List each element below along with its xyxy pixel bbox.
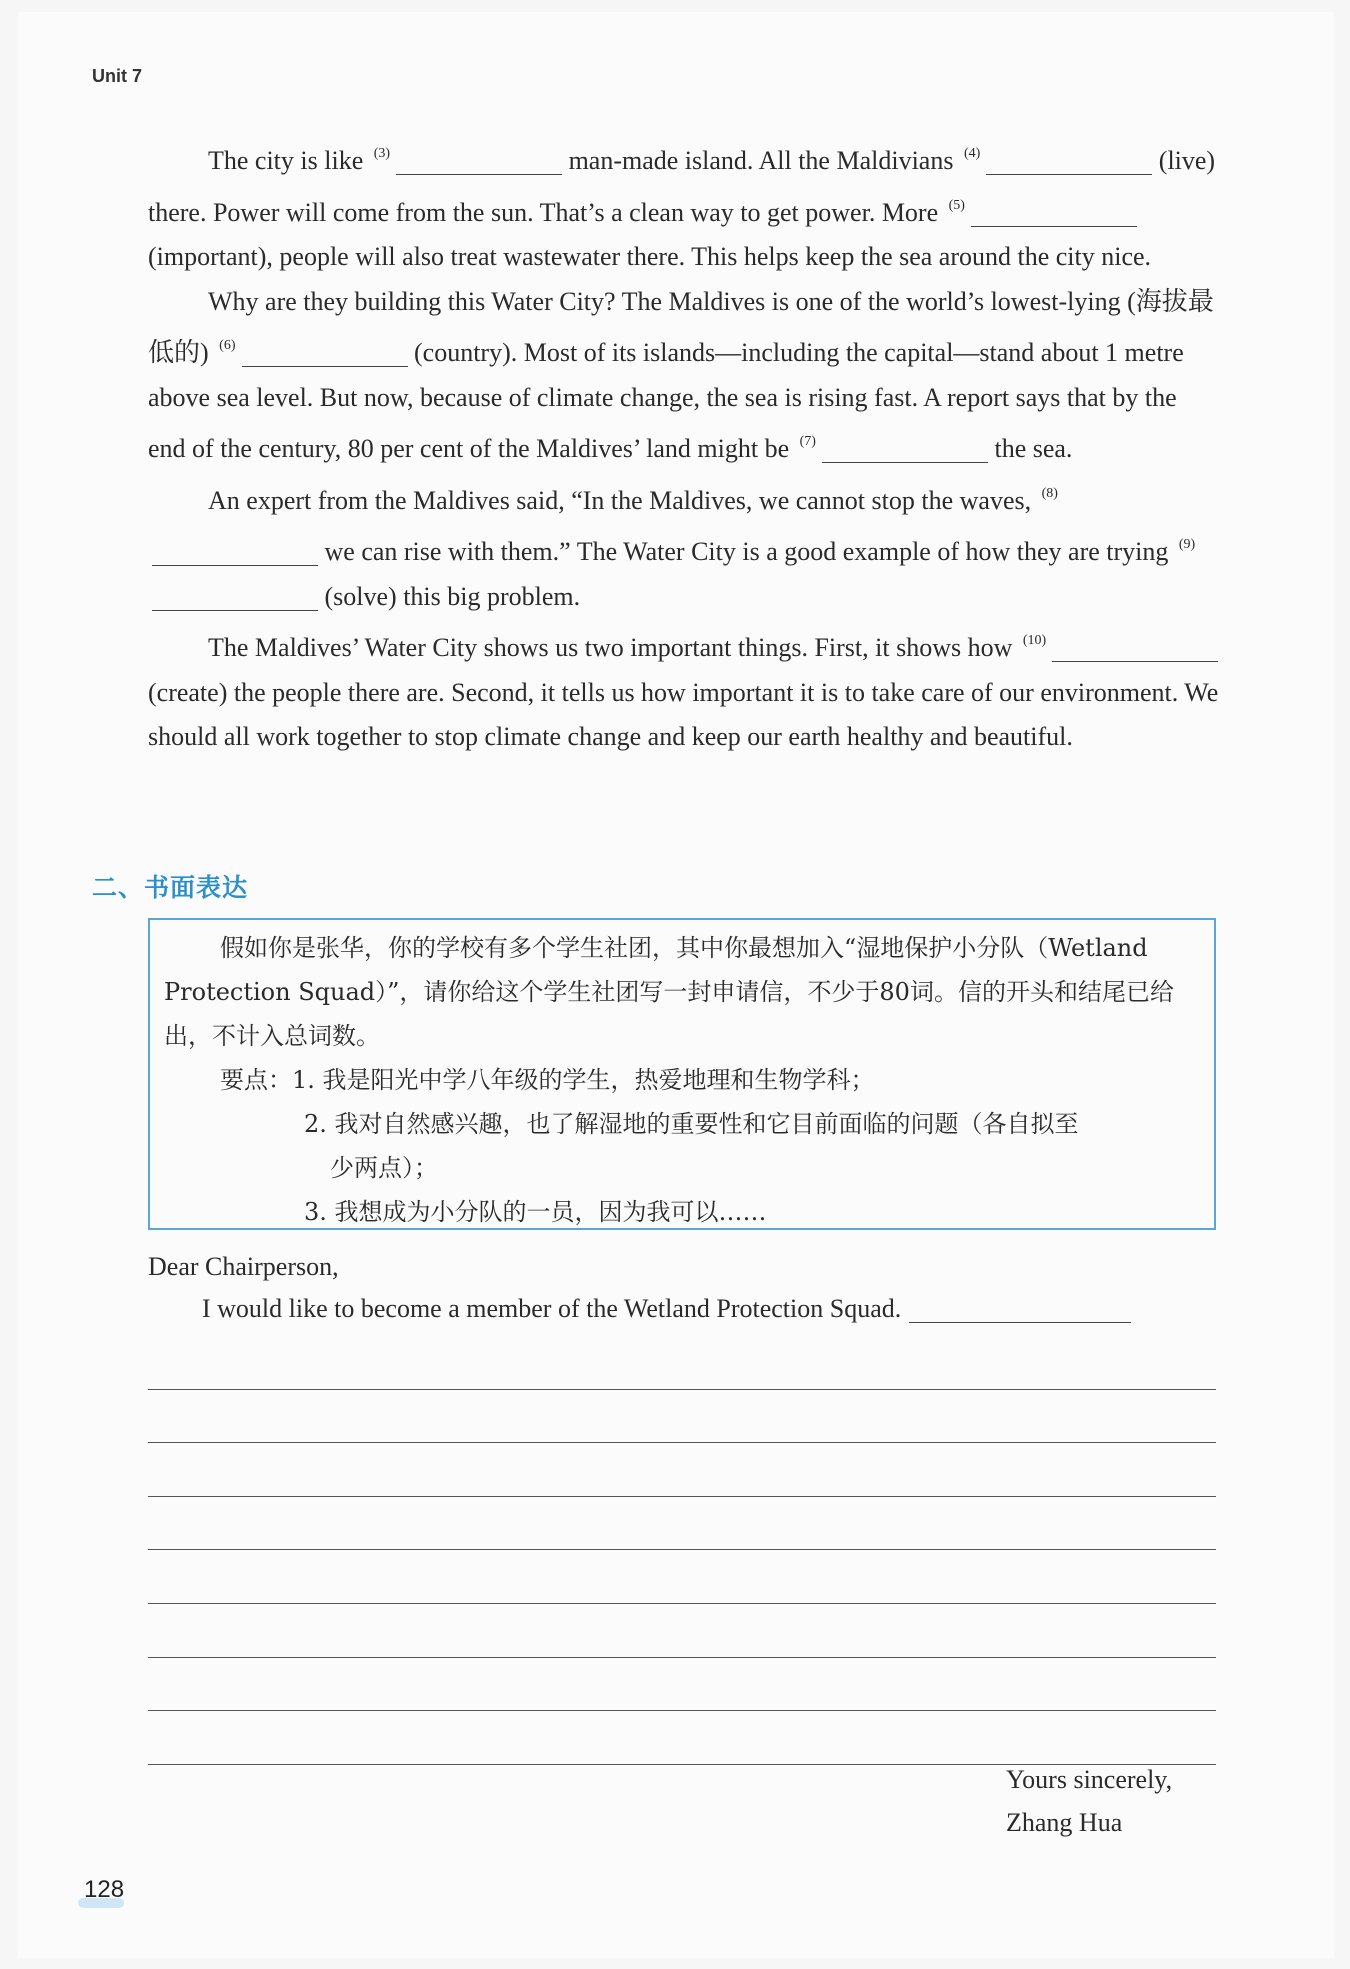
- writing-line-start[interactable]: [909, 1296, 1131, 1323]
- prompt-requirement-3: 3. 我想成为小分队的一员，因为我可以……: [304, 1198, 767, 1226]
- writing-prompt-box: [148, 918, 1216, 1230]
- passage-paragraph-4: [148, 619, 1220, 760]
- section-title: 二、书面表达: [92, 873, 249, 902]
- closing-phrase: Yours sincerely,: [1006, 1765, 1173, 1794]
- blank-10[interactable]: [1052, 635, 1218, 662]
- blank-7[interactable]: [822, 436, 988, 463]
- passage-text: (solve) this big problem.: [324, 581, 581, 611]
- blank-number-9: (9): [1178, 537, 1196, 552]
- blank-4[interactable]: [986, 148, 1152, 175]
- blank-3[interactable]: [396, 148, 562, 175]
- blank-9[interactable]: [152, 584, 318, 611]
- passage-paragraph-2: [148, 280, 1220, 472]
- letter-salutation: Dear Chairperson,: [148, 1252, 339, 1281]
- letter: [148, 1246, 1218, 1330]
- blank-number-8: (8): [1041, 485, 1058, 501]
- writing-line[interactable]: [148, 1443, 1216, 1497]
- letter-first-line: [148, 1288, 1218, 1330]
- writing-line[interactable]: [148, 1658, 1216, 1712]
- passage-text: The Maldives’ Water City shows us two important things. First, it shows how: [208, 633, 1013, 662]
- writing-line[interactable]: [148, 1711, 1216, 1765]
- prompt-intro: 假如你是张华，你的学校有多个学生社团，其中你最想加入“湿地保护小分队（Wetland Protection Squad）”，请你给这个学生社团写一封申请信，不少于80词。信的开头和结尾已给出，不计入总词数。: [164, 934, 1174, 1050]
- writing-line[interactable]: [148, 1550, 1216, 1604]
- passage-text: The city is like: [208, 146, 364, 175]
- passage-text: (live) there. Power will come from the sun. That’s a clean way to get power. More: [148, 146, 1216, 227]
- passage-text: (important), people will also treat wastewater there. This helps keep the sea around the city nice.: [148, 242, 1152, 271]
- passage-text: the sea.: [994, 434, 1073, 463]
- blank-number-5: (5): [948, 197, 965, 213]
- page-number: 128: [84, 1876, 125, 1903]
- signature: Zhang Hua: [1006, 1808, 1123, 1837]
- blank-5[interactable]: [971, 200, 1137, 227]
- passage-paragraph-1: [148, 132, 1220, 280]
- prompt-requirement-1: [164, 1058, 1200, 1102]
- letter-closing: [1006, 1758, 1172, 1844]
- writing-line[interactable]: [148, 1497, 1216, 1551]
- prompt-requirement-2-cont: 少两点）；: [330, 1154, 438, 1182]
- passage-text: Why are they building this Water City? The Maldives is one of the world’s lowest-lying (海拔最低的): [148, 286, 1214, 367]
- requirements-label: 要点：: [220, 1066, 292, 1094]
- prompt-requirement-2: 2. 我对自然感兴趣，也了解湿地的重要性和它目前面临的问题（各自拟至: [304, 1110, 1079, 1138]
- passage-text: (country). Most of its islands—including the capital—stand about 1 metre above sea level. But now, because of climate change, the sea is rising fast. A report says that by the end of the century, 80 per cent of the Maldives’ land might be: [148, 338, 1184, 463]
- blank-number-4: (4): [963, 146, 981, 161]
- passage: [148, 132, 1220, 760]
- blank-8[interactable]: [152, 539, 318, 566]
- unit-label: Unit 7: [92, 66, 143, 86]
- blank-number-10: (10): [1022, 633, 1047, 648]
- blank-number-6: (6): [219, 338, 236, 353]
- requirement-text: 1. 我是阳光中学八年级的学生，热爱地理和生物学科；: [292, 1066, 875, 1094]
- writing-area[interactable]: [148, 1336, 1216, 1765]
- passage-text: An expert from the Maldives said, “In the Maldives, we cannot stop the waves,: [208, 485, 1032, 515]
- letter-first-line-text: I would like to become a member of the Wetland Protection Squad.: [202, 1294, 902, 1323]
- blank-6[interactable]: [242, 340, 408, 367]
- writing-line[interactable]: [148, 1336, 1216, 1390]
- blank-number-3: (3): [373, 146, 391, 161]
- passage-paragraph-3: [148, 472, 1220, 620]
- writing-line[interactable]: [148, 1604, 1216, 1658]
- writing-line[interactable]: [148, 1390, 1216, 1444]
- blank-number-7: (7): [799, 434, 816, 449]
- passage-text: we can rise with them.” The Water City is a good example of how they are trying: [324, 537, 1169, 566]
- passage-text: man-made island. All the Maldivians: [568, 146, 954, 175]
- passage-text: (create) the people there are. Second, it tells us how important it is to take care of our environment. We should all work together to stop climate change and keep our earth healthy and beautiful.: [148, 677, 1219, 751]
